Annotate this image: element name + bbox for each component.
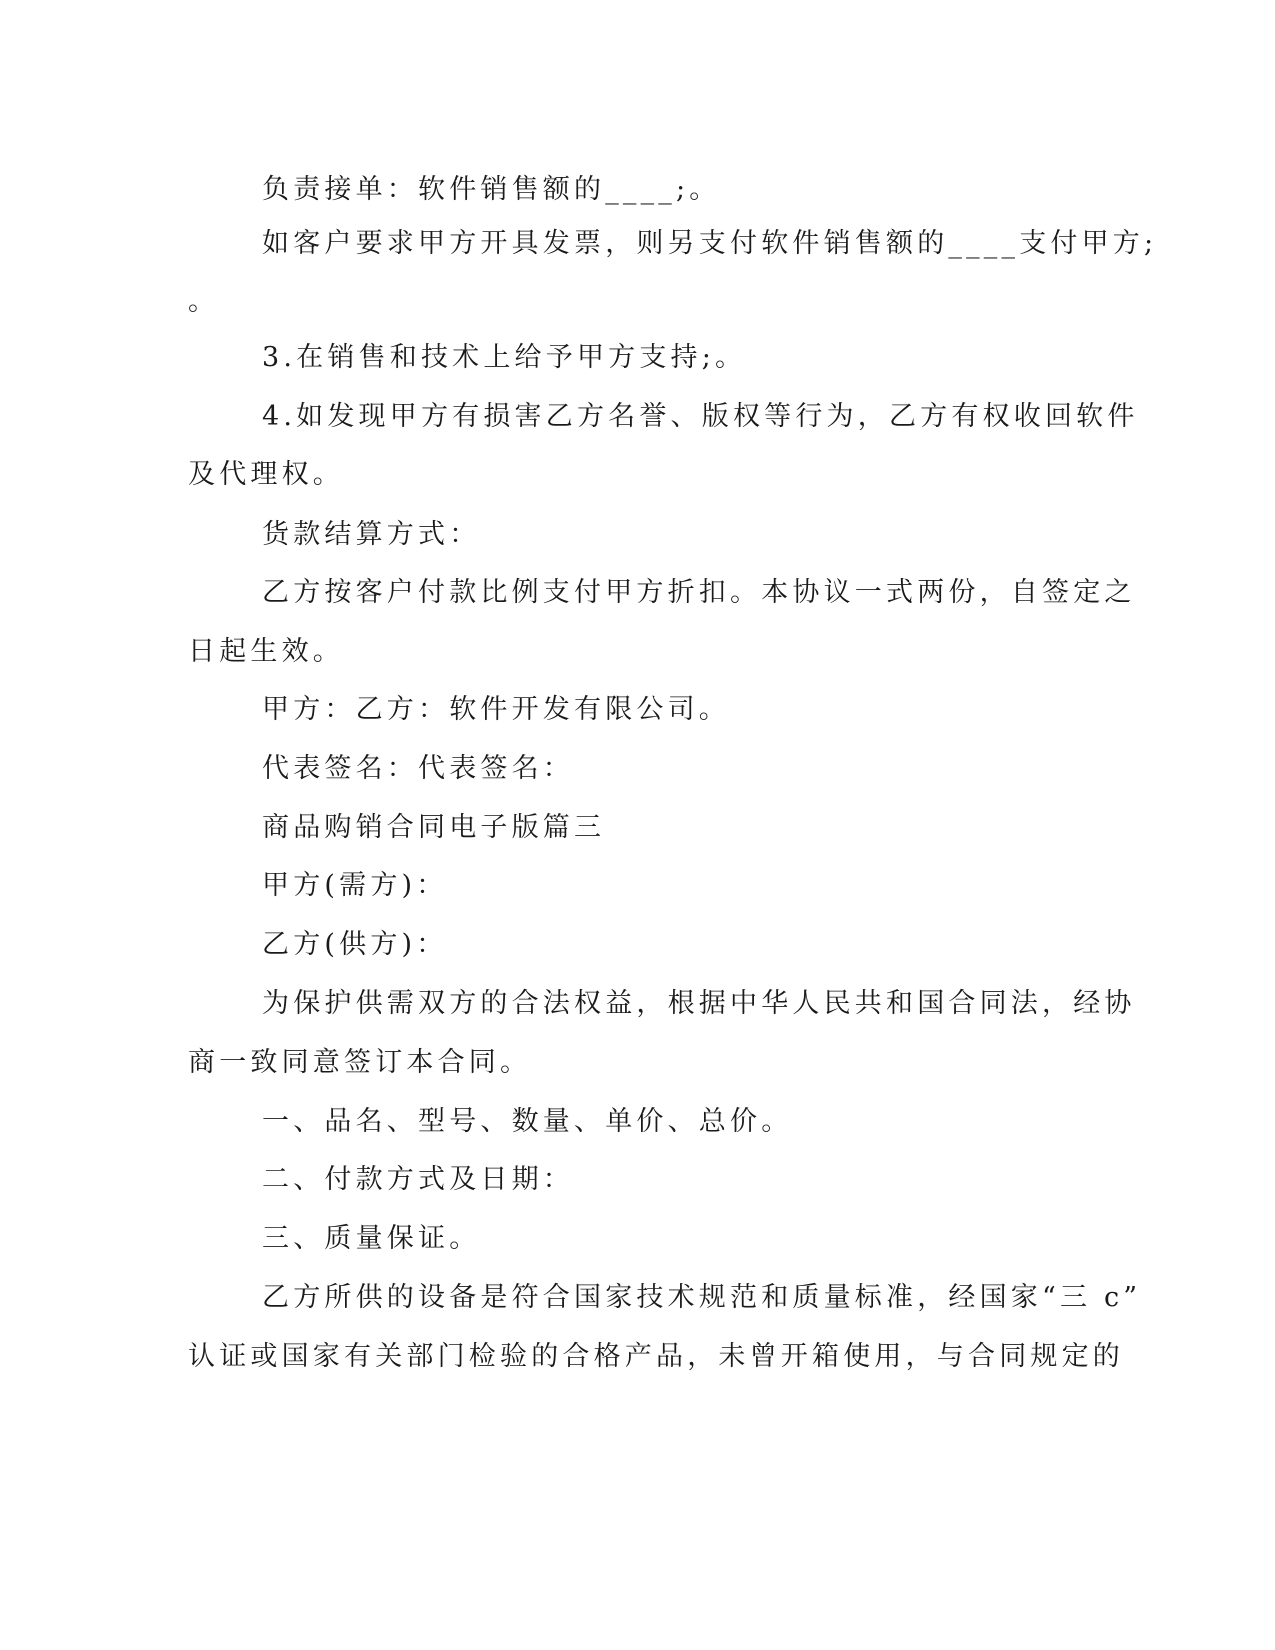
paragraph-line: 代表签名：代表签名： xyxy=(262,753,574,784)
paragraph-line: 4.如发现甲方有损害乙方名誉、版权等行为，乙方有权收回软件 xyxy=(262,401,1139,432)
paragraph-line: 二、付款方式及日期： xyxy=(262,1164,574,1195)
paragraph-line: 为保护供需双方的合法权益，根据中华人民共和国合同法，经协 xyxy=(262,988,1136,1019)
paragraph-line: 3.在销售和技术上给予甲方支持;。 xyxy=(262,342,747,373)
paragraph-line: 一、品名、型号、数量、单价、总价。 xyxy=(262,1106,793,1137)
paragraph-line: 甲方：乙方：软件开发有限公司。 xyxy=(262,694,730,725)
paragraph-line: 及代理权。 xyxy=(188,459,344,490)
paragraph-line: 乙方(供方)： xyxy=(262,929,448,960)
paragraph-line: 乙方按客户付款比例支付甲方折扣。本协议一式两份，自签定之 xyxy=(262,577,1136,608)
paragraph-line: 甲方(需方)： xyxy=(262,870,448,901)
paragraph-line: 认证或国家有关部门检验的合格产品，未曾开箱使用，与合同规定的 xyxy=(188,1341,1124,1372)
section-heading: 商品购销合同电子版篇三 xyxy=(262,812,606,843)
paragraph-line: 三、质量保证。 xyxy=(262,1223,481,1254)
paragraph-line: 如客户要求甲方开具发票，则另支付软件销售额的____支付甲方; xyxy=(262,228,1158,259)
paragraph-line: 商一致同意签订本合同。 xyxy=(188,1047,532,1078)
paragraph-line: 日起生效。 xyxy=(188,636,344,667)
paragraph-line: 负责接单：软件销售额的____;。 xyxy=(262,174,721,205)
paragraph-line: 货款结算方式： xyxy=(262,519,481,550)
paragraph-line: 。 xyxy=(188,286,220,317)
paragraph-line: 乙方所供的设备是符合国家技术规范和质量标准，经国家“三 c” xyxy=(262,1282,1142,1313)
